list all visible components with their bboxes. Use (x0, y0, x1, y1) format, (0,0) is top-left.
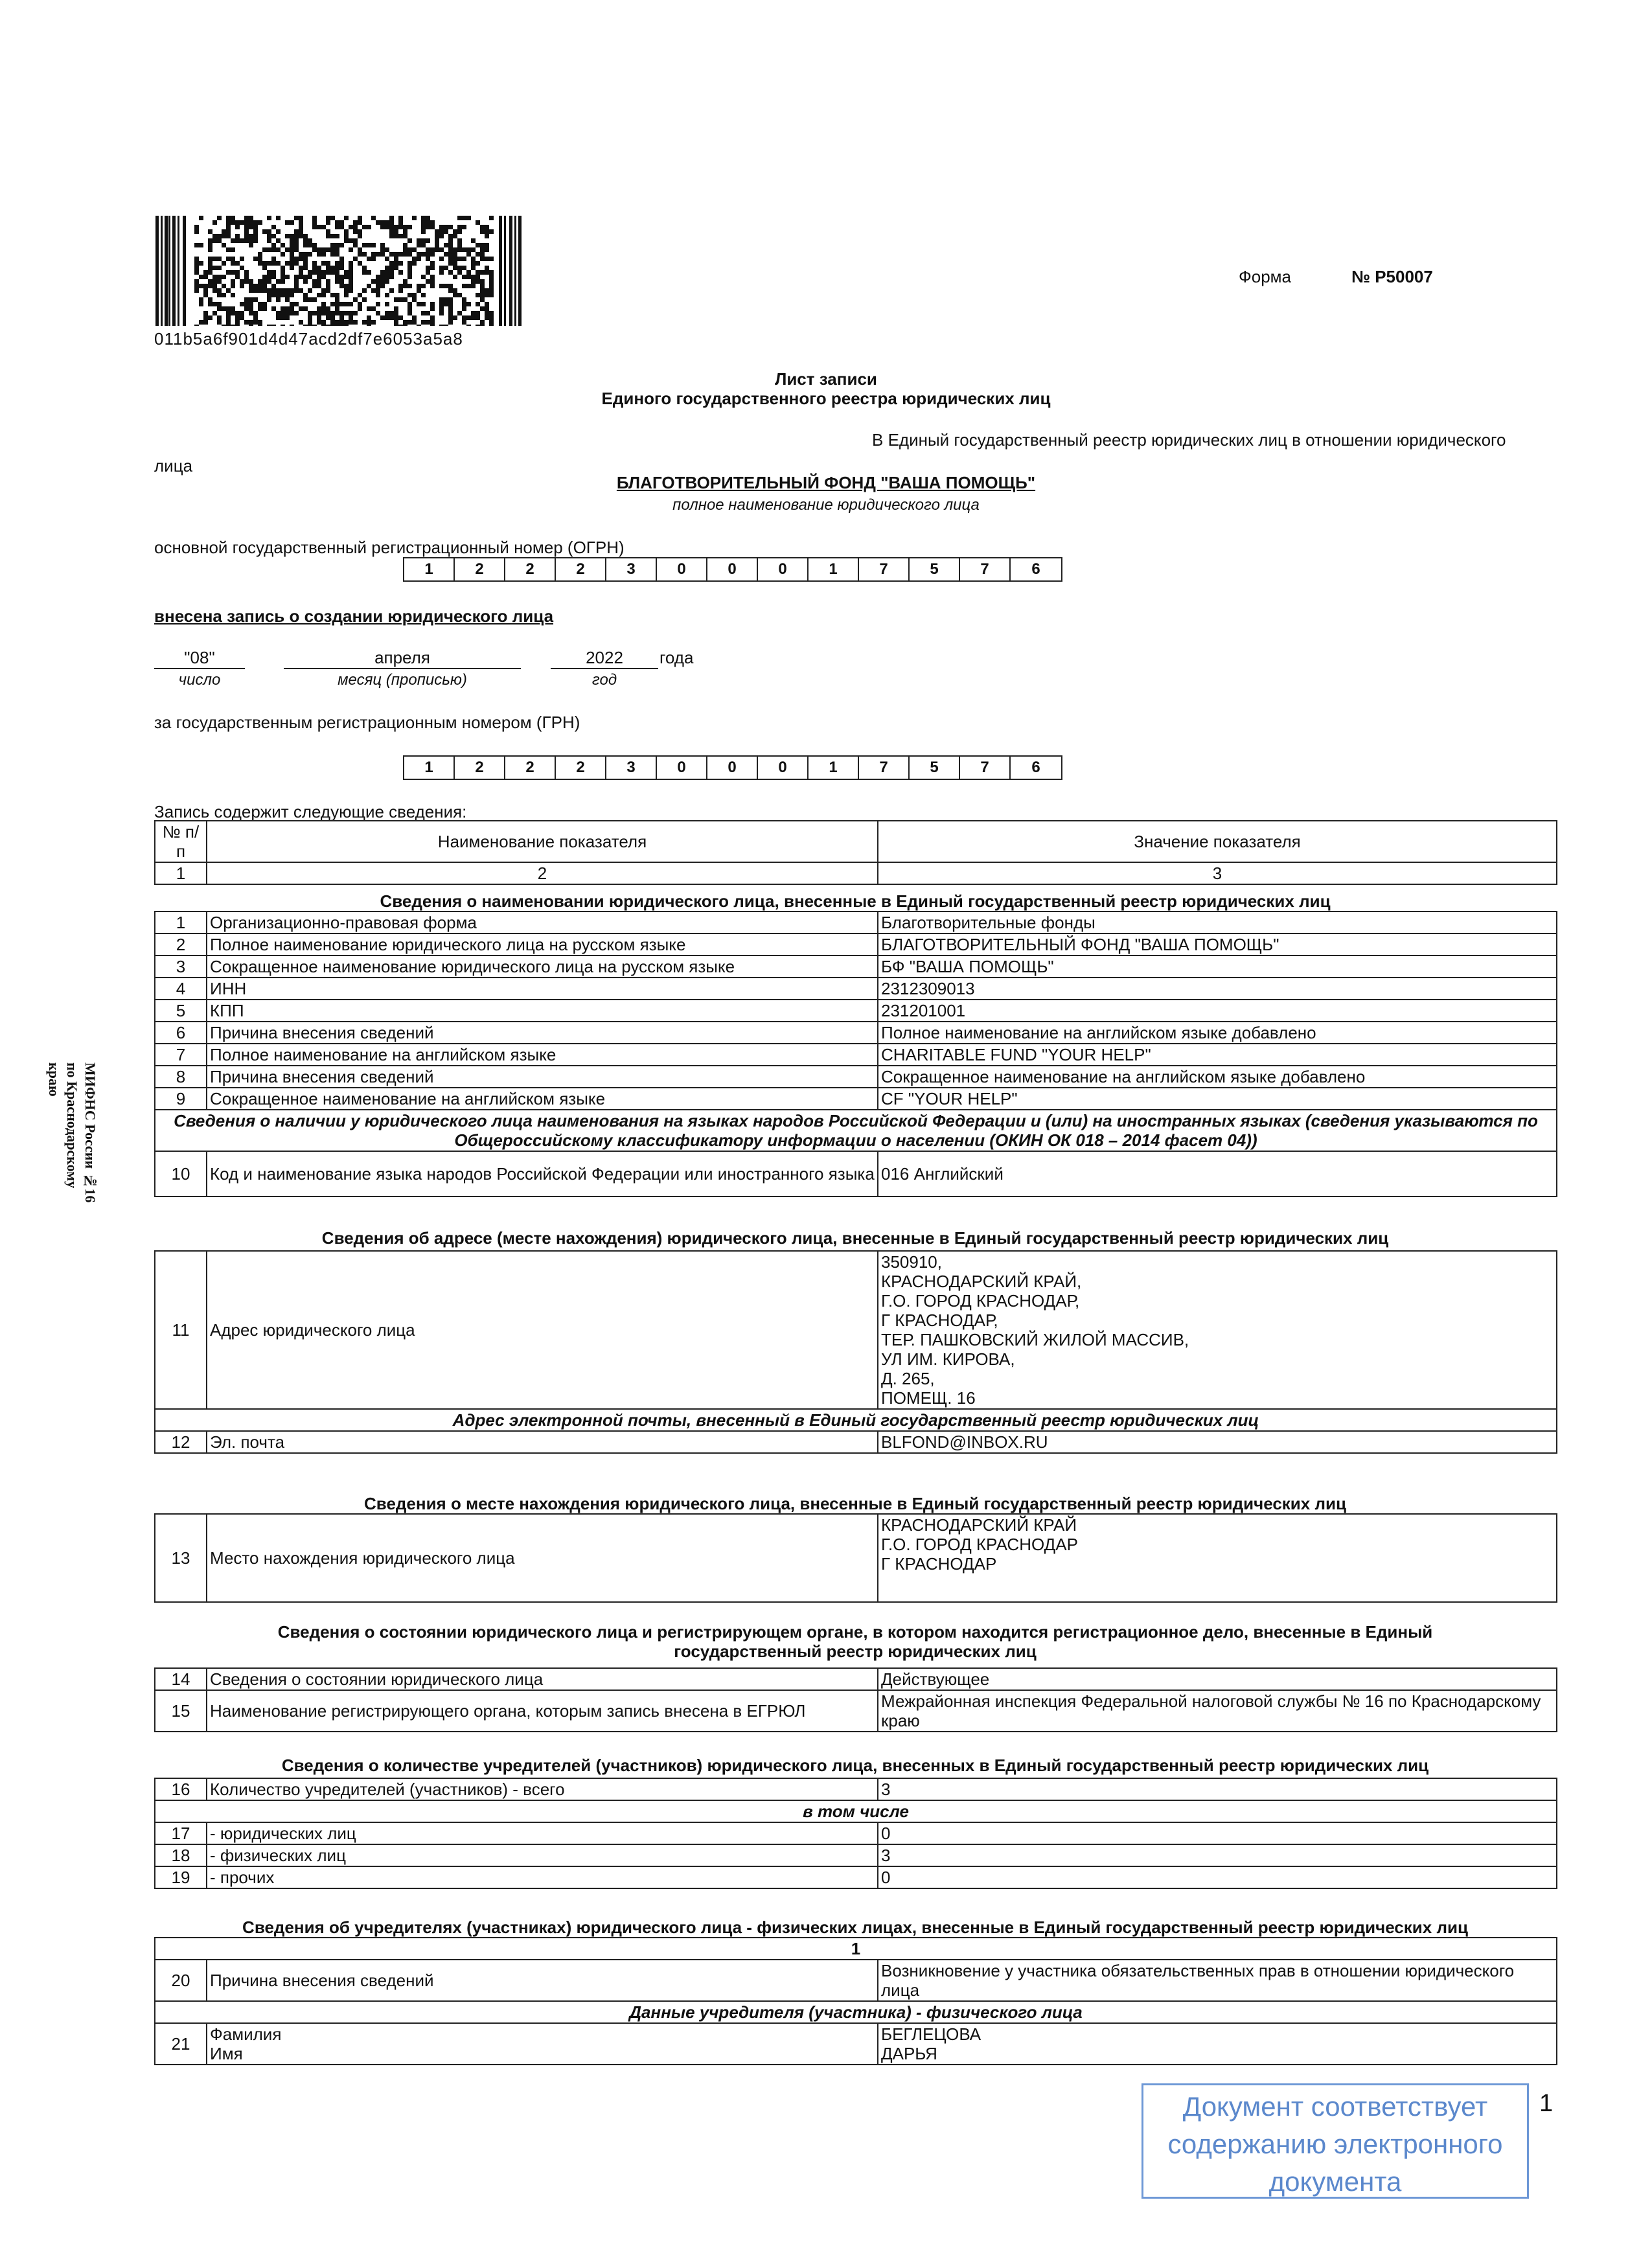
row-name: Адрес юридического лица (207, 1251, 878, 1409)
row-number: 4 (155, 978, 207, 1000)
record-contains-label: Запись содержит следующие сведения: (154, 802, 467, 821)
conformity-stamp: Документ соответствует содержанию электронного документа (1141, 2083, 1529, 2199)
ogrn-digit: 7 (960, 558, 1011, 580)
table-row (155, 1668, 1557, 1690)
row-name: Наименование регистрирующего органа, которым запись внесена в ЕГРЮЛ (207, 1690, 878, 1732)
founders-table (154, 1937, 1557, 2065)
row-number: 11 (155, 1251, 207, 1409)
row-number: 16 (155, 1778, 207, 1800)
col-name-header: Наименование показателя (207, 821, 878, 862)
col-value-header: Значение показателя (878, 821, 1557, 862)
table-row (155, 1866, 1557, 1888)
subsection-row (155, 1938, 1557, 1960)
row-number: 7 (155, 1044, 207, 1066)
section-title-status: Сведения о состоянии юридического лица и регистрирующем органе, в котором находится регистрационное дело, внесенные в Единый государственный реестр юридических лиц (277, 1622, 1433, 1661)
ogrn-digit: 7 (859, 558, 910, 580)
grn-digit: 2 (455, 757, 505, 779)
location-table (154, 1513, 1557, 1603)
row-value: Возникновение у участника обязательственных прав в отношении юридического лица (878, 1960, 1557, 2001)
page-title-line2: Единого государственного реестра юридических лиц (601, 389, 1051, 408)
row-value: Сокращенное наименование на английском языке добавлено (878, 1066, 1557, 1088)
row-value: CHARITABLE FUND "YOUR HELP" (878, 1044, 1557, 1066)
ogrn-label: основной государственный регистрационный номер (ОГРН) (154, 538, 625, 557)
row-number: 1 (155, 911, 207, 934)
table-row (155, 934, 1557, 956)
row-number: 18 (155, 1844, 207, 1866)
barcode-id: 011b5a6f901d4d47acd2df7e6053a5a8 (154, 329, 463, 349)
table-row (155, 1066, 1557, 1088)
date-day-caption: число (178, 671, 221, 689)
row-name: Сокращенное наименование на английском языке (207, 1088, 878, 1110)
row-value: Действующее (878, 1668, 1557, 1690)
record-made-label: внесена запись о создании юридического лица (154, 606, 554, 626)
page-number: 1 (1539, 2090, 1554, 2117)
row-name: - прочих (207, 1866, 878, 1888)
table-row (155, 1514, 1557, 1602)
table-row (155, 1778, 1557, 1800)
table-row (155, 911, 1557, 934)
ogrn-digit: 0 (657, 558, 707, 580)
grn-label: за государственным регистрационным номером (ГРН) (154, 713, 580, 732)
row-name: ИНН (207, 978, 878, 1000)
section-title-email: Адрес электронной почты, внесенный в Единый государственный реестр юридических лиц (155, 1409, 1557, 1431)
ogrn-digits (403, 557, 1062, 582)
founder-index: 1 (155, 1938, 1557, 1960)
subsection-row (155, 1110, 1557, 1151)
row-name: - физических лиц (207, 1844, 878, 1866)
row-number: 9 (155, 1088, 207, 1110)
table-row (155, 1000, 1557, 1022)
row-number: 19 (155, 1866, 207, 1888)
row-number: 10 (155, 1151, 207, 1197)
section-title-address: Сведения об адресе (месте нахождения) юридического лица, внесенные в Единый государственный реестр юридических лиц (321, 1228, 1389, 1248)
row-value: 350910, КРАСНОДАРСКИЙ КРАЙ, Г.О. ГОРОД КРАСНОДАР, Г КРАСНОДАР, ТЕР. ПАШКОВСКИЙ ЖИЛОЙ МАССИВ, УЛ ИМ. КИРОВА, Д. 265, ПОМЕЩ. 16 (878, 1251, 1557, 1409)
row-name: - юридических лиц (207, 1822, 878, 1844)
row-number: 12 (155, 1431, 207, 1453)
col-index: 3 (878, 862, 1557, 884)
ogrn-digit: 3 (606, 558, 657, 580)
intro-text-cont: лица (154, 456, 193, 475)
table-row (155, 1022, 1557, 1044)
row-value: CF "YOUR HELP" (878, 1088, 1557, 1110)
row-number: 5 (155, 1000, 207, 1022)
grn-digit: 7 (960, 757, 1011, 779)
subsection-row (155, 2001, 1557, 2023)
col-number-header: № п/п (155, 821, 207, 862)
row-value: 231201001 (878, 1000, 1557, 1022)
row-name: Причина внесения сведений (207, 1066, 878, 1088)
entity-name-caption: полное наименование юридического лица (672, 496, 980, 514)
names-table (154, 911, 1557, 1197)
header-row (155, 821, 1557, 862)
row-value: BLFOND@INBOX.RU (878, 1431, 1557, 1453)
row-name: Код и наименование языка народов Российской Федерации или иностранного языка (207, 1151, 878, 1197)
ogrn-digit: 6 (1031, 560, 1040, 578)
form-label: Форма (1239, 267, 1292, 286)
table-row (155, 1251, 1557, 1409)
row-value: 2312309013 (878, 978, 1557, 1000)
table-row (155, 1844, 1557, 1866)
entity-name: БЛАГОТВОРИТЕЛЬНЫЙ ФОНД "ВАША ПОМОЩЬ" (616, 473, 1036, 492)
row-name: Причина внесения сведений (207, 1960, 878, 2001)
table-row (155, 978, 1557, 1000)
header-index-row (155, 862, 1557, 884)
ogrn-digit: 0 (758, 558, 809, 580)
grn-digit: 0 (758, 757, 809, 779)
side-stamp-line1: МИФНС России №16 (82, 1062, 98, 1203)
row-value: 0 (878, 1866, 1557, 1888)
side-stamp-line2: по Краснодарскому (64, 1062, 80, 1189)
row-name: Полное наименование на английском языке (207, 1044, 878, 1066)
table-row (155, 1822, 1557, 1844)
row-name: Полное наименование юридического лица на русском языке (207, 934, 878, 956)
date-month: апреля (284, 648, 521, 669)
row-name: Количество учредителей (участников) - всего (207, 1778, 878, 1800)
row-number: 2 (155, 934, 207, 956)
date-year-suffix: года (660, 648, 694, 667)
row-value: КРАСНОДАРСКИЙ КРАЙ Г.О. ГОРОД КРАСНОДАР Г КРАСНОДАР (878, 1514, 1557, 1602)
row-name: Фамилия Имя (207, 2023, 878, 2065)
grn-digit: 1 (404, 757, 455, 779)
founder-data-label: Данные учредителя (участника) - физического лица (155, 2001, 1557, 2023)
row-number: 8 (155, 1066, 207, 1088)
table-row (155, 2023, 1557, 2065)
page-title-line1: Лист записи (775, 369, 877, 389)
grn-digit: 1 (809, 757, 859, 779)
grn-digit: 5 (910, 757, 960, 779)
row-value: Благотворительные фонды (878, 911, 1557, 934)
row-value: БЕГЛЕЦОВА ДАРЬЯ (878, 2023, 1557, 2065)
table-row (155, 1151, 1557, 1197)
row-number: 6 (155, 1022, 207, 1044)
table-row (155, 1044, 1557, 1066)
grn-digit: 2 (556, 757, 606, 779)
row-name: Эл. почта (207, 1431, 878, 1453)
row-name: Сокращенное наименование юридического лица на русском языке (207, 956, 878, 978)
section-title-founders-count: Сведения о количестве учредителей (участников) юридического лица, внесенных в Единый государственный реестр юридических лиц (281, 1756, 1429, 1775)
side-stamp-line3: краю (46, 1062, 62, 1097)
columns-header-table (154, 820, 1557, 885)
section-title-location: Сведения о месте нахождения юридического лица, внесенные в Единый государственный реестр юридических лиц (364, 1494, 1346, 1513)
row-name: Причина внесения сведений (207, 1022, 878, 1044)
date-year-caption: год (591, 671, 617, 689)
grn-digit: 3 (606, 757, 657, 779)
date-year: 2022 (551, 648, 658, 669)
row-value: 016 Английский (878, 1151, 1557, 1197)
row-value: 3 (878, 1778, 1557, 1800)
grn-digit: 6 (1031, 759, 1040, 776)
date-month-caption: месяц (прописью) (338, 671, 467, 689)
row-name: Сведения о состоянии юридического лица (207, 1668, 878, 1690)
ogrn-digit: 1 (809, 558, 859, 580)
ogrn-digit: 5 (910, 558, 960, 580)
grn-digit: 0 (657, 757, 707, 779)
including-label: в том числе (155, 1800, 1557, 1822)
row-number: 20 (155, 1960, 207, 2001)
subsection-row (155, 1800, 1557, 1822)
row-name: Место нахождения юридического лица (207, 1514, 878, 1602)
row-value: 3 (878, 1844, 1557, 1866)
grn-digit: 0 (707, 757, 758, 779)
row-number: 13 (155, 1514, 207, 1602)
col-index: 1 (155, 862, 207, 884)
qr-barcode-image (155, 216, 522, 326)
founders-count-table (154, 1778, 1557, 1889)
side-stamp (39, 1062, 117, 1231)
ogrn-digit: 1 (404, 558, 455, 580)
intro-text: В Единый государственный реестр юридических лиц в отношении юридического (872, 430, 1506, 450)
row-value: 0 (878, 1822, 1557, 1844)
grn-digit: 7 (859, 757, 910, 779)
section-title-languages: Сведения о наличии у юридического лица наименования на языках народов Российской Федерации и (или) на иностранных языках (сведения указываются по Общероссийскому классификатору информации о населении (ОКИН ОК 018 – 2014 фасет 04)) (155, 1110, 1557, 1151)
form-number: № Р50007 (1351, 267, 1433, 286)
row-number: 21 (155, 2023, 207, 2065)
row-number: 17 (155, 1822, 207, 1844)
row-number: 14 (155, 1668, 207, 1690)
table-row (155, 956, 1557, 978)
row-value: БФ "ВАША ПОМОЩЬ" (878, 956, 1557, 978)
ogrn-digit: 2 (455, 558, 505, 580)
row-name: Организационно-правовая форма (207, 911, 878, 934)
table-row (155, 1431, 1557, 1453)
ogrn-digit: 0 (707, 558, 758, 580)
date-day: "08" (154, 648, 245, 669)
subsection-row (155, 1409, 1557, 1431)
ogrn-digit: 2 (505, 558, 556, 580)
table-row (155, 1960, 1557, 2001)
grn-digits (403, 755, 1062, 780)
ogrn-digit: 2 (556, 558, 606, 580)
table-row (155, 1088, 1557, 1110)
row-number: 15 (155, 1690, 207, 1732)
row-value: Межрайонная инспекция Федеральной налоговой службы № 16 по Краснодарскому краю (878, 1690, 1557, 1732)
section-title-names: Сведения о наименовании юридического лица, внесенные в Единый государственный реестр юридических лиц (380, 891, 1331, 911)
row-number: 3 (155, 956, 207, 978)
col-index: 2 (207, 862, 878, 884)
row-value: БЛАГОТВОРИТЕЛЬНЫЙ ФОНД "ВАША ПОМОЩЬ" (878, 934, 1557, 956)
row-value: Полное наименование на английском языке добавлено (878, 1022, 1557, 1044)
status-table (154, 1667, 1557, 1732)
section-title-founders: Сведения об учредителях (участниках) юридического лица - физических лицах, внесенные в Единый государственный реестр юридических лиц (242, 1918, 1468, 1937)
table-row (155, 1690, 1557, 1732)
row-name: КПП (207, 1000, 878, 1022)
address-table (154, 1250, 1557, 1454)
grn-digit: 2 (505, 757, 556, 779)
